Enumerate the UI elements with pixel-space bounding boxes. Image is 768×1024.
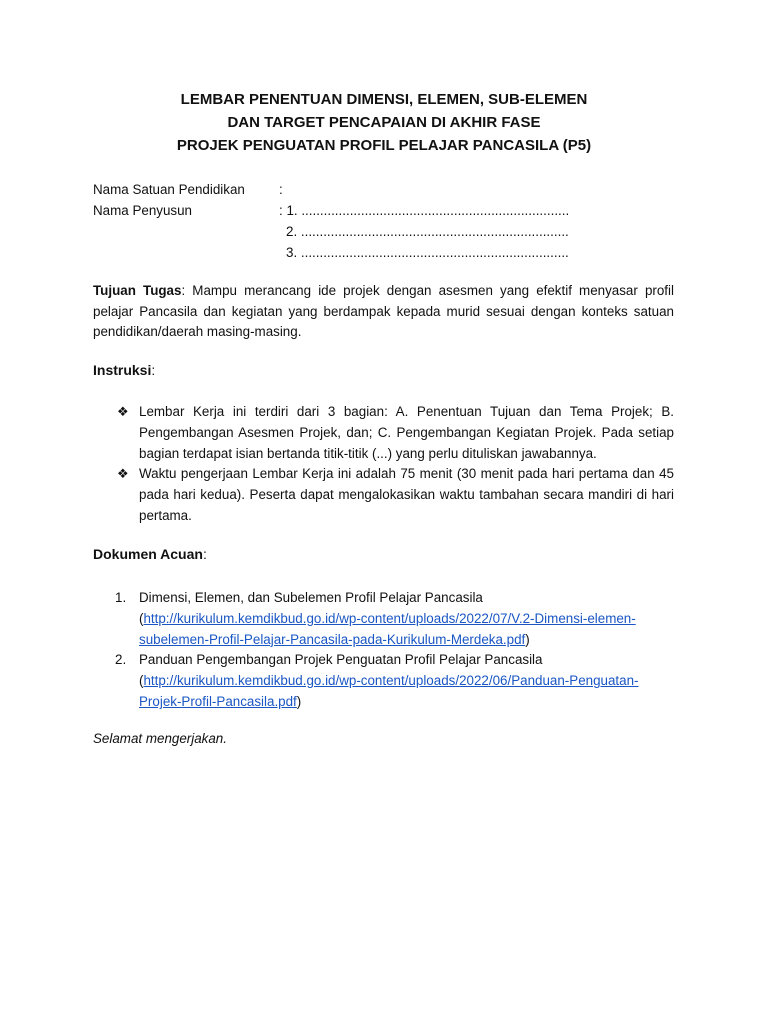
satuan-value: :	[279, 182, 283, 197]
penyusun-row	[93, 200, 683, 221]
satuan-label: Nama Satuan Pendidikan	[93, 182, 245, 197]
list-item	[93, 464, 674, 526]
tujuan-paragraph	[93, 281, 674, 343]
ref-title: Dimensi, Elemen, dan Subelemen Profil Pelajar Pancasila	[139, 590, 483, 605]
satuan-row	[93, 179, 683, 200]
document-title	[60, 88, 708, 157]
dokumen-list	[93, 588, 674, 713]
ref-link-panduan[interactable]: http://kurikulum.kemdikbud.go.id/wp-content/uploads/2022/06/Panduan-Penguatan-Projek-Profil-Pancasila.pdf	[139, 673, 639, 709]
ref-number: 2.	[115, 652, 127, 668]
ref-number: 1.	[115, 590, 127, 605]
identity-block	[93, 179, 683, 263]
list-item: 2. Panduan Pengembangan Projek Penguatan Profil Pelajar Pancasila (http://kurikulum.kemdikbud.go.id/wp-content/uploads/2022/06/Panduan-Penguatan-Projek-Profil-Pancasila.pdf)	[115, 652, 639, 709]
tujuan-label: Tujuan Tugas	[93, 283, 182, 298]
title-line-1: LEMBAR PENENTUAN DIMENSI, ELEMEN, SUB-ELEMEN	[180, 91, 588, 108]
dokumen-heading: Dokumen Acuan:	[93, 546, 207, 562]
tujuan-colon: :	[181, 283, 186, 298]
penyusun-line-1: : 1. ........................................................................	[279, 203, 570, 218]
tujuan-text: Mampu merancang ide projek dengan asesmen yang efektif menyasar profil pelajar Pancasila dan kegiatan yang berdampak kepada murid sesuai dengan konteks satuan pendidikan/daerah masing-masing.	[93, 283, 674, 339]
penyusun-line-2: 2. ........................................................................	[286, 224, 569, 239]
instruksi-item-2: Waktu pengerjaan Lembar Kerja ini adalah 75 menit (30 menit pada hari pertama dan 45 pada hari kedua). Peserta dapat mengalokasikan waktu tambahan secara mandiri di hari pertama.	[139, 466, 674, 523]
penyusun-row-3	[93, 242, 683, 263]
closing-text: Selamat mengerjakan.	[93, 731, 227, 746]
title-line-3: PROJEK PENGUATAN PROFIL PELAJAR PANCASILA (P5)	[176, 137, 592, 154]
penyusun-label: Nama Penyusun	[93, 203, 192, 218]
ref-title: Panduan Pengembangan Projek Penguatan Profil Pelajar Pancasila	[139, 652, 543, 668]
diamond-bullet-icon: ❖	[117, 466, 129, 482]
penyusun-row-2	[93, 221, 683, 242]
penyusun-line-3: 3. ........................................................................	[286, 245, 569, 260]
instruksi-item-1: Lembar Kerja ini terdiri dari 3 bagian: A. Penentuan Tujuan dan Tema Projek; B. Pengembangan Asesmen Projek, dan; C. Pengembangan Kegiatan Projek. Pada setiap bagian terdapat isian bertanda titik-titik (...) yang perlu dituliskan jawabannya.	[139, 404, 674, 461]
diamond-bullet-icon: ❖	[117, 404, 129, 419]
instruksi-list	[93, 402, 674, 527]
title-line-2: DAN TARGET PENCAPAIAN DI AKHIR FASE	[227, 114, 541, 131]
ref-link-dimensi[interactable]: http://kurikulum.kemdikbud.go.id/wp-content/uploads/2022/07/V.2-Dimensi-elemen-subelemen-Profil-Pelajar-Pancasila-pada-Kurikulum-Merdeka.pdf	[139, 610, 636, 647]
list-item: 1. Dimensi, Elemen, dan Subelemen Profil Pelajar Pancasila (http://kurikulum.kemdikbud.go.id/wp-content/uploads/2022/07/V.2-Dimensi-elemen-subelemen-Profil-Pelajar-Pancasila-pada-Kurikulum-Merdeka.pdf)	[115, 590, 636, 647]
list-item	[93, 402, 674, 464]
instruksi-heading: Instruksi:	[93, 362, 156, 378]
